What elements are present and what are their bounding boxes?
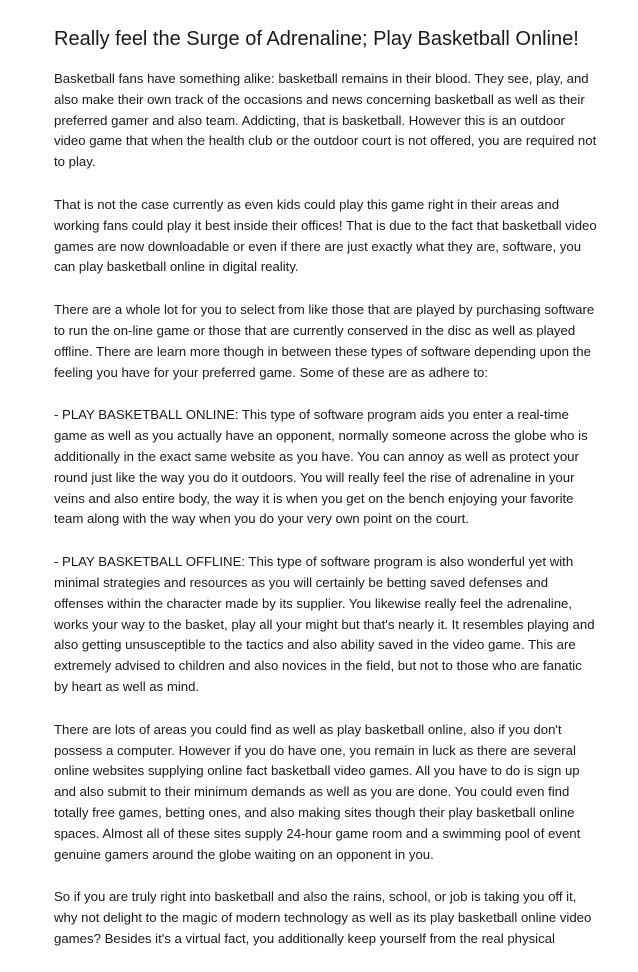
- paragraph: [54, 195, 597, 278]
- paragraph-line: games are now downloadable or even if there are just exactly what they are, software, you: [54, 238, 582, 254]
- paragraph-line: works your way to the basket, play all your might but that's nearly it. It resembles playing and: [54, 616, 595, 632]
- paragraph-line: offenses within the character made by its supplier. You likewise really feel the adrenaline,: [54, 595, 573, 611]
- paragraph-line: veins and also entire body, the way it is when you get on the bench enjoying your favorite: [54, 490, 574, 506]
- paragraph-line: There are lots of areas you could find as well as play basketball online, also if you don't: [54, 721, 562, 737]
- paragraph-line: That is not the case currently as even kids could play this game right in their areas and: [54, 196, 560, 212]
- paragraph-line: additionally in the exact same website as you have. You can annoy as well as protect your: [54, 448, 579, 464]
- document-body: [54, 69, 597, 972]
- paragraph: [54, 405, 588, 530]
- paragraph-line: working fans could play it best inside their offices! That is due to the fact that basketball video: [54, 217, 597, 233]
- paragraph-line: minimal strategies and resources as you will certainly be betting saved defenses and: [54, 574, 549, 590]
- paragraph-line: games? Besides it's a virtual fact, you additionally keep yourself from the real physical: [54, 930, 555, 946]
- paragraph-line: There are a whole lot for you to select from like those that are played by purchasing software: [54, 302, 595, 318]
- paragraph-line: online websites supplying online fact basketball video games. All you have to do is sign up: [54, 763, 580, 779]
- paragraph-line: to play.: [54, 154, 96, 170]
- paragraph: [54, 552, 595, 698]
- paragraph-line: to run the on-line game or those that are currently conserved in the disc as well as played: [54, 322, 576, 338]
- paragraph-line: spaces. Almost all of these sites supply 24-hour game room and a swimming pool of event: [54, 825, 581, 841]
- paragraph-line: feeling you have for your preferred game. Some of these are as adhere to:: [54, 364, 488, 380]
- paragraph-line: possess a computer. However if you do have one, you remain in luck as there are several: [54, 742, 576, 758]
- paragraph-line: why not delight to the magic of modern technology as well as its play basketball online video: [54, 910, 592, 926]
- paragraph-line: preferred gamer and also team. Addicting, that is basketball. However this is an outdoor: [54, 112, 565, 128]
- paragraph-line: - PLAY BASKETBALL OFFLINE: This type of software program is also wonderful yet with: [54, 554, 574, 570]
- paragraph: [54, 720, 584, 866]
- paragraph-line: team along with the way when you do your very own point on the court.: [54, 511, 469, 527]
- paragraph-line: game as well as you actually have an opponent, normally someone across the globe who is: [54, 428, 588, 444]
- paragraph-line: video game that when the health club or the outdoor court is not offered, you are required not: [54, 133, 597, 149]
- paragraph-line: round just like the way you do it outdoors. You will really feel the rise of adrenaline in your: [54, 469, 575, 485]
- paragraph-line: - PLAY BASKETBALL ONLINE: This type of software program aids you enter a real-time: [54, 407, 569, 423]
- paragraph-line: offline. There are learn more though in between these types of software depending upon the: [54, 343, 591, 359]
- page-title: Really feel the Surge of Adrenaline; Play Basketball Online!: [54, 28, 579, 50]
- paragraph: [54, 887, 592, 949]
- paragraph-line: also make their own track of the occasions and news concerning basketball as well as their: [54, 91, 585, 107]
- paragraph-line: by heart as well as mind.: [54, 678, 200, 694]
- paragraph-line: extremely advised to children and also novices in the field, but not to those who are fanatic: [54, 658, 582, 674]
- paragraph-line: also getting unsusceptible to the tactics and also ability saved in the video game. This are: [54, 637, 576, 653]
- paragraph: [54, 69, 597, 173]
- paragraph: [54, 300, 595, 383]
- paragraph-line: So if you are truly right into basketball and also the rains, school, or job is taking you off it,: [54, 889, 577, 905]
- paragraph-line: totally free games, betting ones, and also making sites though their play basketball online: [54, 804, 575, 820]
- paragraph-line: Basketball fans have something alike: basketball remains in their blood. They see, play, and: [54, 71, 589, 86]
- paragraph-line: genuine gamers around the globe waiting on an opponent in you.: [54, 846, 434, 862]
- paragraph-line: and also submit to their minimum demands as well as you are done. You could even find: [54, 784, 570, 800]
- paragraph-line: can play basketball online in digital reality.: [54, 259, 299, 275]
